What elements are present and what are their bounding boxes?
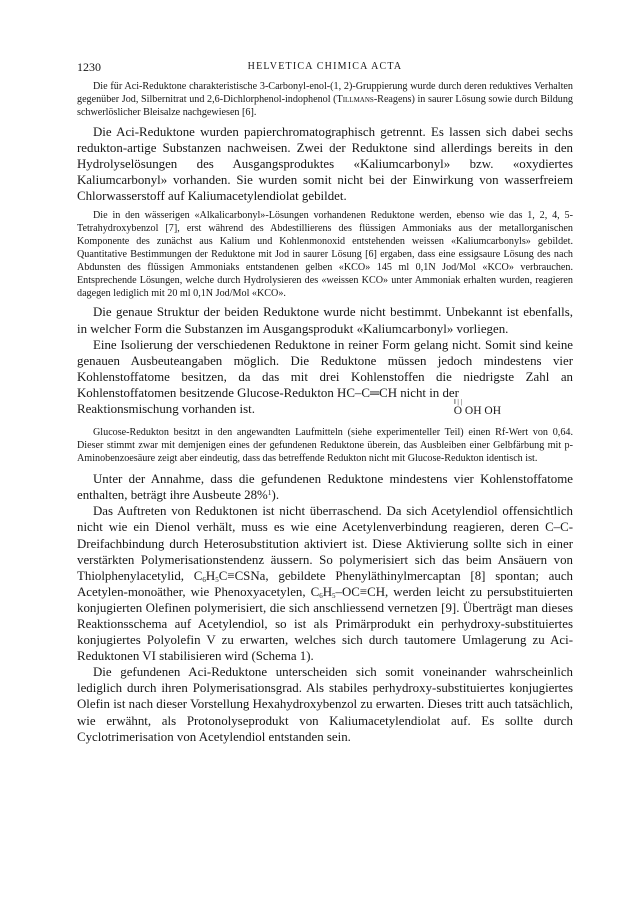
subscript: 6 <box>202 575 206 584</box>
text-run: H <box>205 568 216 583</box>
document-page <box>77 60 573 745</box>
subscript: 6 <box>319 591 323 600</box>
paragraph-6: Die gefundenen Aci-Reduktone unterscheiden sich somit voneinander wahrscheinlich lediglich durch ihren Polymerisationsgrad. Als stabiles perhydroxy-substituiertes konjugiertes Olefin ist nach dieser Vorstellung Hexahydroxybenzol zu erwarten. Dieses tritt auch tatsächlich, wie erwähnt, als Protonolyseprodukt von Kaliumacetylendiolat auf. Es sollte durch Cyclotrimerisation von Acetylendiol entstanden sein. <box>77 665 573 744</box>
glucose-reducton-paragraph <box>77 337 573 417</box>
text-run: -Reagens) in saurer Lösung sowie durch Bildung schwerlöslicher Bleisalze nachgewiesen [6]. <box>77 94 573 118</box>
paragraph-5 <box>77 503 573 664</box>
paragraph-small-3: Glucose-Redukton besitzt in den angewandten Laufmitteln (siehe experimenteller Teil) einen Rf-Wert von 0,64. Dieser stimmt zwar mit demjenigen eines der gefundenen Reduktone überein, das Ausbleiben einer Gelbfärbung mit p-Aminobenzoesäure zeigt aber eindeutig, dass das betreffende Redukton nicht mit Glucose-Redukton identisch ist. <box>77 427 573 465</box>
paragraph-3: Eine Isolierung der verschiedenen Reduktone in reiner Form gelang nicht. Somit sind keine genauen Ausbeuteangaben möglich. Die Reduktone müssen jedoch mindestens vier Kohlenstoffatome besitzen, da das mit drei Kohlenstoffen die niedrigste Zahl an Kohlenstoffatomen besitzende Glucose-Redukton HC–C═CH nicht in der <box>77 337 573 400</box>
paragraph-small-2: Die in den wässerigen «Alkalicarbonyl»-Lösungen vorhandenen Reduktone werden, ebenso wie das 1, 2, 4, 5-Tetrahydroxybenzol [7], erst während des Abdestillierens des flüssigen Ammoniaks aus der metallorganischen Komponente des zunächst aus Kalium und Kohlenmonoxid entstehenden weissen «Kaliumcarbonyls» gebildet. Quantitative Bestimmungen der Reduktone mit Jod in saurer Lösung [6] ergaben, dass eine essigsaure Lösung des nach Abdunsten des flüssigen Ammoniaks entstandenen gelben «KCO» 145 ml 0,1N Jod/Mol «KCO» verbrauchen. Entsprechende Lösungen, welche durch Hydrolysieren des «weissen KCO» unter Ammoniak erhalten wurden, reagieren dagegen lediglich mit 20 ml 0,1N Jod/Mol «KCO». <box>77 210 573 300</box>
paragraph-1: Die Aci-Reduktone wurden papierchromatographisch getrennt. Es lassen sich dabei sechs redukton-artige Substanzen nachweisen. Zwei der Reduktone sind allerdings bereits in den Hydrolyselösungen des Ausgangsproduktes «Kaliumcarbonyl» bzw. «oxydiertes Kaliumcarbonyl» vorhanden. Sie wurden somit nicht bei der Einwirkung von wasserfreiem Chlorwasserstoff auf Kaliumacetylendiolat gebildet. <box>77 125 573 204</box>
page-number: 1230 <box>77 60 101 74</box>
subscript: 5 <box>332 591 336 600</box>
text-run: Unter der Annahme, dass die gefundenen Reduktone mindestens vier Kohlenstoffatome enthalten, beträgt ihre Ausbeute 28% <box>77 472 573 503</box>
text-run: H <box>322 584 333 599</box>
text-run: Die für Aci-Reduktone charakteristische 3-Carbonyl-enol-(1, 2)-Gruppierung wurde durch deren reduktives Verhalten gegenüber Jod, Silbernitrat und 2,6-Dichlorphenol-indophenol ( <box>77 81 573 105</box>
text-run: ). <box>271 488 280 503</box>
text-run: Das Auftreten von Reduktonen ist nicht überraschend. Da sich Acetylendiol offensichtlich nicht wie ein Dienol verhält, muss es wie eine Acetylenverbindung reagieren, deren C–C-Dreifachbindung durch Heterosubstitution aktiviert ist. Diese Aktivierung sollte sich in einer verstärkten Polymerisationstendenz äussern. So polymerisiert sich das beim Ansäuern von Thiolphenylacetylid, C <box>77 504 573 583</box>
paragraph-2: Die genaue Struktur der beiden Reduktone wurde nicht bestimmt. Unbekannt ist ebenfalls, in welcher Form die Substanzen im Ausgangsprodukt «Kaliumcarbonyl» vorliegen. <box>77 305 573 336</box>
paragraph-small-1 <box>77 80 573 119</box>
glucose-reducton-structure <box>454 399 501 417</box>
paragraph-4 <box>77 471 573 503</box>
footnote-marker: 1 <box>267 488 272 498</box>
paragraph-3-last-line: Reaktionsmischung vorhanden ist. <box>77 402 255 417</box>
structure-bonds: ‖ | | <box>453 398 462 407</box>
text-run: –OC≡CH, werden leicht zu persubstituierten konjugierten Olefinen polymerisiert, die sich anschliessend vernetzen [9]. Überträgt man dieses Reaktionsschema auf Acetylendiol, so ist als Primärprodukt ein perhydroxy-substituiertes konjugiertes Polyolefin V zu erwarten, welches sich durch tautomere Umlagerung zu Aci-Reduktonen VI stabilisieren wird (Schema 1). <box>77 584 573 664</box>
subscript: 5 <box>215 575 219 584</box>
text-run: C≡CSNa, gebildete Phenyläthinylmercaptan [8] spontan; auch Acetylen-monoäther, wie Phenoxyacetylen, C <box>77 568 573 599</box>
page-header <box>77 60 573 76</box>
text-run-smallcaps: Tillmans <box>336 94 374 105</box>
journal-title: HELVETICA CHIMICA ACTA <box>247 61 403 72</box>
structure-atoms: O OH OH <box>453 405 501 418</box>
